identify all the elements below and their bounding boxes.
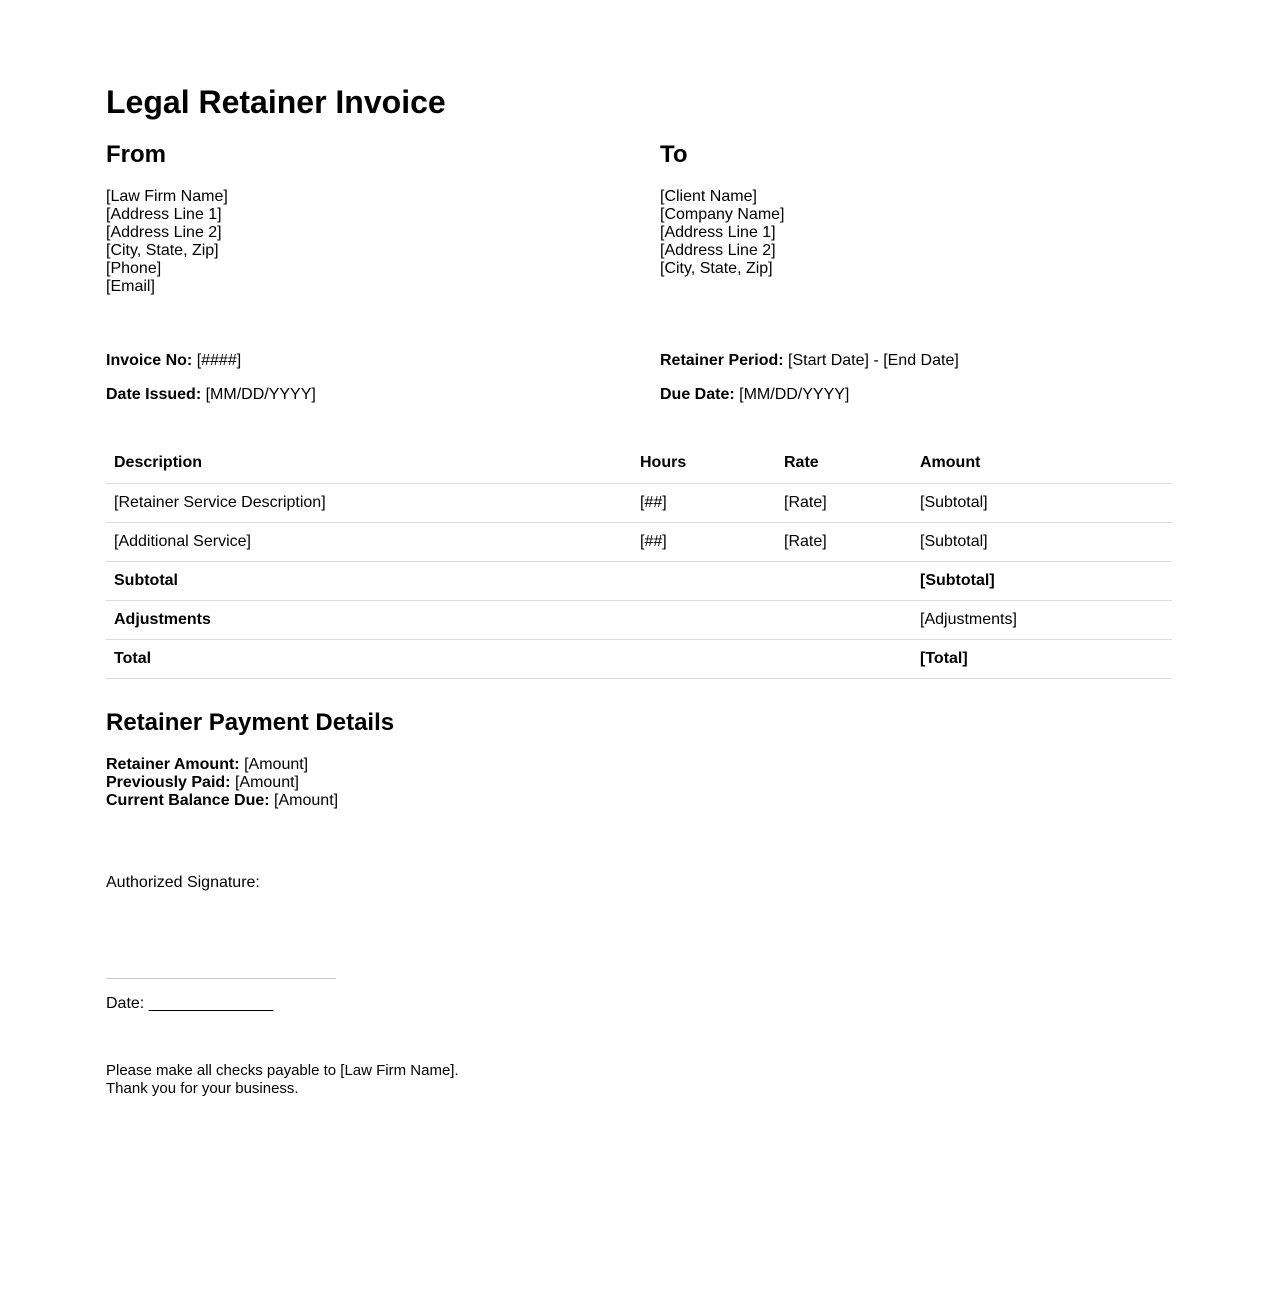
signature-date: Date: ______________ bbox=[106, 995, 274, 1012]
retainer-period bbox=[660, 351, 1180, 371]
to-line: [Client Name] bbox=[660, 188, 757, 205]
summary-row-subtotal bbox=[106, 561, 1172, 600]
adjustments-label: Adjustments bbox=[106, 600, 912, 639]
to-line: [City, State, Zip] bbox=[660, 260, 773, 277]
invoice-number-label: Invoice No: bbox=[106, 352, 193, 369]
retainer-period-label: Retainer Period: bbox=[660, 352, 784, 369]
balance-due-value: [Amount] bbox=[274, 792, 339, 809]
retainer-amount bbox=[106, 756, 338, 774]
from-address bbox=[106, 188, 626, 296]
cell-amount: [Subtotal] bbox=[912, 483, 1172, 522]
signature-line bbox=[106, 978, 336, 979]
previously-paid bbox=[106, 774, 338, 792]
adjustments-value: [Adjustments] bbox=[912, 600, 1172, 639]
from-line: [City, State, Zip] bbox=[106, 242, 219, 259]
footer-line-thanks: Thank you for your business. bbox=[106, 1080, 299, 1097]
summary-row-adjustments bbox=[106, 600, 1172, 639]
due-date-value: [MM/DD/YYYY] bbox=[739, 386, 850, 403]
header-description: Description bbox=[106, 444, 632, 483]
subtotal-value: [Subtotal] bbox=[912, 561, 1172, 600]
table-header-row bbox=[106, 444, 1172, 483]
cell-description: [Retainer Service Description] bbox=[106, 483, 632, 522]
balance-due bbox=[106, 792, 338, 810]
to-heading: To bbox=[660, 141, 688, 168]
cell-rate: [Rate] bbox=[776, 483, 912, 522]
from-line: [Address Line 1] bbox=[106, 206, 222, 223]
footer-note bbox=[106, 1062, 459, 1098]
footer-line-payable: Please make all checks payable to [Law Firm Name]. bbox=[106, 1062, 459, 1079]
from-section bbox=[106, 140, 626, 296]
date-issued-label: Date Issued: bbox=[106, 386, 202, 403]
from-heading: From bbox=[106, 141, 166, 168]
cell-hours: [##] bbox=[632, 522, 776, 561]
to-line: [Address Line 1] bbox=[660, 224, 776, 241]
signature-label: Authorized Signature: bbox=[106, 874, 260, 891]
from-line: [Phone] bbox=[106, 260, 162, 277]
summary-row-total bbox=[106, 639, 1172, 678]
date-issued-value: [MM/DD/YYYY] bbox=[205, 386, 316, 403]
balance-due-label: Current Balance Due: bbox=[106, 792, 270, 809]
table-row bbox=[106, 522, 1172, 561]
header-rate: Rate bbox=[776, 444, 912, 483]
previously-paid-label: Previously Paid: bbox=[106, 774, 231, 791]
from-line: [Email] bbox=[106, 278, 155, 295]
header-amount: Amount bbox=[912, 444, 1172, 483]
cell-description: [Additional Service] bbox=[106, 522, 632, 561]
payment-heading: Retainer Payment Details bbox=[106, 709, 395, 736]
due-date-label: Due Date: bbox=[660, 386, 735, 403]
cell-hours: [##] bbox=[632, 483, 776, 522]
payment-details bbox=[106, 756, 338, 810]
line-items-table bbox=[106, 444, 1172, 679]
table-row bbox=[106, 483, 1172, 522]
total-label: Total bbox=[106, 639, 912, 678]
to-section bbox=[660, 140, 1180, 278]
invoice-number-value: [####] bbox=[196, 352, 242, 369]
retainer-amount-value: [Amount] bbox=[244, 756, 309, 773]
page-title: Legal Retainer Invoice bbox=[106, 84, 446, 120]
date-issued bbox=[106, 385, 626, 405]
to-line: [Address Line 2] bbox=[660, 242, 776, 259]
retainer-amount-label: Retainer Amount: bbox=[106, 756, 240, 773]
from-line: [Address Line 2] bbox=[106, 224, 222, 241]
subtotal-label: Subtotal bbox=[106, 561, 912, 600]
from-line: [Law Firm Name] bbox=[106, 188, 228, 205]
retainer-period-value: [Start Date] - [End Date] bbox=[788, 352, 959, 369]
total-value: [Total] bbox=[912, 639, 1172, 678]
header-hours: Hours bbox=[632, 444, 776, 483]
invoice-number bbox=[106, 351, 626, 371]
to-line: [Company Name] bbox=[660, 206, 785, 223]
cell-amount: [Subtotal] bbox=[912, 522, 1172, 561]
to-address bbox=[660, 188, 1180, 278]
cell-rate: [Rate] bbox=[776, 522, 912, 561]
previously-paid-value: [Amount] bbox=[234, 774, 299, 791]
due-date bbox=[660, 385, 1180, 405]
